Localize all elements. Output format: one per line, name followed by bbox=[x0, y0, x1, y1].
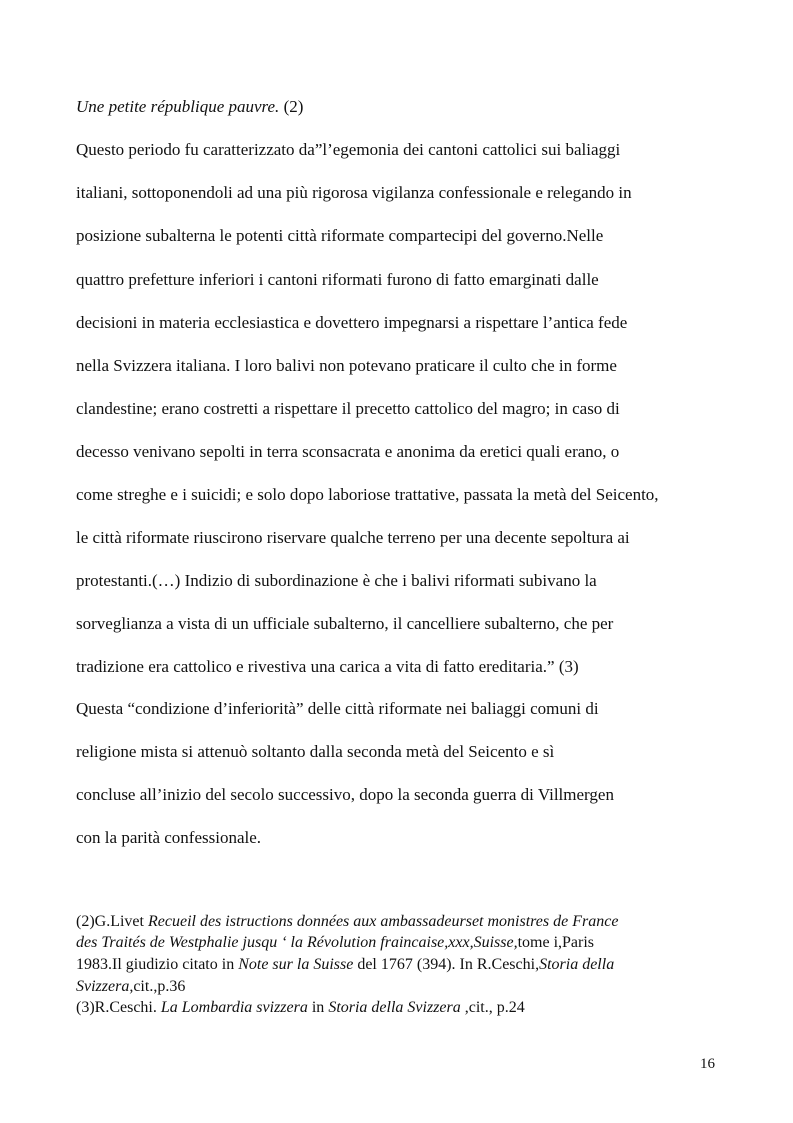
body-line-13: tradizione era cattolico e rivestiva una carica a vita di fatto ereditaria.” (3) bbox=[76, 657, 579, 676]
body-line-16: concluse all’inizio del secolo successivo, dopo la seconda guerra di Villmergen bbox=[76, 785, 614, 804]
fn2-l4-a: Svizzera, bbox=[76, 978, 134, 995]
body-line-8: decesso venivano sepolti in terra sconsacrata e anonima da eretici quali erano, o bbox=[76, 442, 620, 461]
body-line-15: religione mista si attenuò soltanto dalla seconda metà del Seicento e sì bbox=[76, 742, 555, 761]
footnote-2-line-1 bbox=[76, 911, 618, 932]
fn2-l3-b: Note sur la Suisse bbox=[238, 956, 354, 973]
fn3-d: Storia della Svizzera bbox=[328, 999, 461, 1016]
page-number: 16 bbox=[700, 1056, 715, 1072]
fn2-l3-d: Storia della bbox=[539, 956, 615, 973]
footnote-3 bbox=[76, 997, 525, 1018]
body-line-3: posizione subalterna le potenti città riformate compartecipi del governo.Nelle bbox=[76, 226, 604, 245]
body-line-14: Questa “condizione d’inferiorità” delle città riformate nei baliaggi comuni di bbox=[76, 699, 599, 718]
body-line-17: con la parità confessionale. bbox=[76, 828, 262, 847]
fn2-l3-a: 1983.Il giudizio citato in bbox=[76, 956, 239, 973]
body-line-5: decisioni in materia ecclesiastica e dovettero impegnarsi a rispettare l’antica fede bbox=[76, 313, 628, 332]
body-line-7: clandestine; erano costretti a rispettare il precetto cattolico del magro; in caso di bbox=[76, 399, 620, 418]
footnote-2-line-3 bbox=[76, 954, 614, 975]
fn3-b: La Lombardia svizzera bbox=[160, 999, 308, 1016]
section-title bbox=[76, 95, 303, 119]
body-line-6: nella Svizzera italiana. I loro balivi non potevano praticare il culto che in forme bbox=[76, 356, 617, 375]
body-line-9: come streghe e i suicidi; e solo dopo laboriose trattative, passata la metà del Seicento, bbox=[76, 485, 659, 504]
body-line-2: italiani, sottoponendoli ad una più rigorosa vigilanza confessionale e relegando in bbox=[76, 183, 632, 202]
fn2-l4-b: cit.,p.36 bbox=[133, 978, 186, 995]
body-line-11: protestanti.(…) Indizio di subordinazione è che i balivi riformati subivano la bbox=[76, 571, 597, 590]
fn2-l2-a: des Traités de Westphalie jusqu ‘ la Révolution fraincaise,xxx,Suisse, bbox=[76, 934, 518, 951]
fn2-l1-a: (2)G.Livet bbox=[76, 913, 148, 930]
fn2-l3-c: del 1767 (394). In R.Ceschi, bbox=[353, 956, 540, 973]
fn2-l2-b: tome i,Paris bbox=[517, 934, 595, 951]
body-line-12: sorveglianza a vista di un ufficiale subalterno, il cancelliere subalterno, che per bbox=[76, 614, 614, 633]
body-line-4: quattro prefetture inferiori i cantoni riformati furono di fatto emarginati dalle bbox=[76, 270, 599, 289]
fn3-c: in bbox=[307, 999, 329, 1016]
fn3-e: ,cit., p.24 bbox=[460, 999, 525, 1016]
body-line-1: Questo periodo fu caratterizzato da”l’egemonia dei cantoni cattolici sui baliaggi bbox=[76, 140, 621, 159]
fn3-a: (3)R.Ceschi. bbox=[76, 999, 161, 1016]
body-line-10: le città riformate riuscirono riservare qualche terreno per una decente sepoltura ai bbox=[76, 528, 630, 547]
footnote-2-line-2 bbox=[76, 932, 594, 953]
section-title-italic: Une petite république pauvre. bbox=[76, 97, 280, 116]
footnote-2-line-4 bbox=[76, 976, 185, 997]
fn2-l1-b: Recueil des istructions données aux ambassadeurset monistres de France bbox=[147, 913, 619, 930]
section-title-ref: (2) bbox=[279, 97, 304, 116]
